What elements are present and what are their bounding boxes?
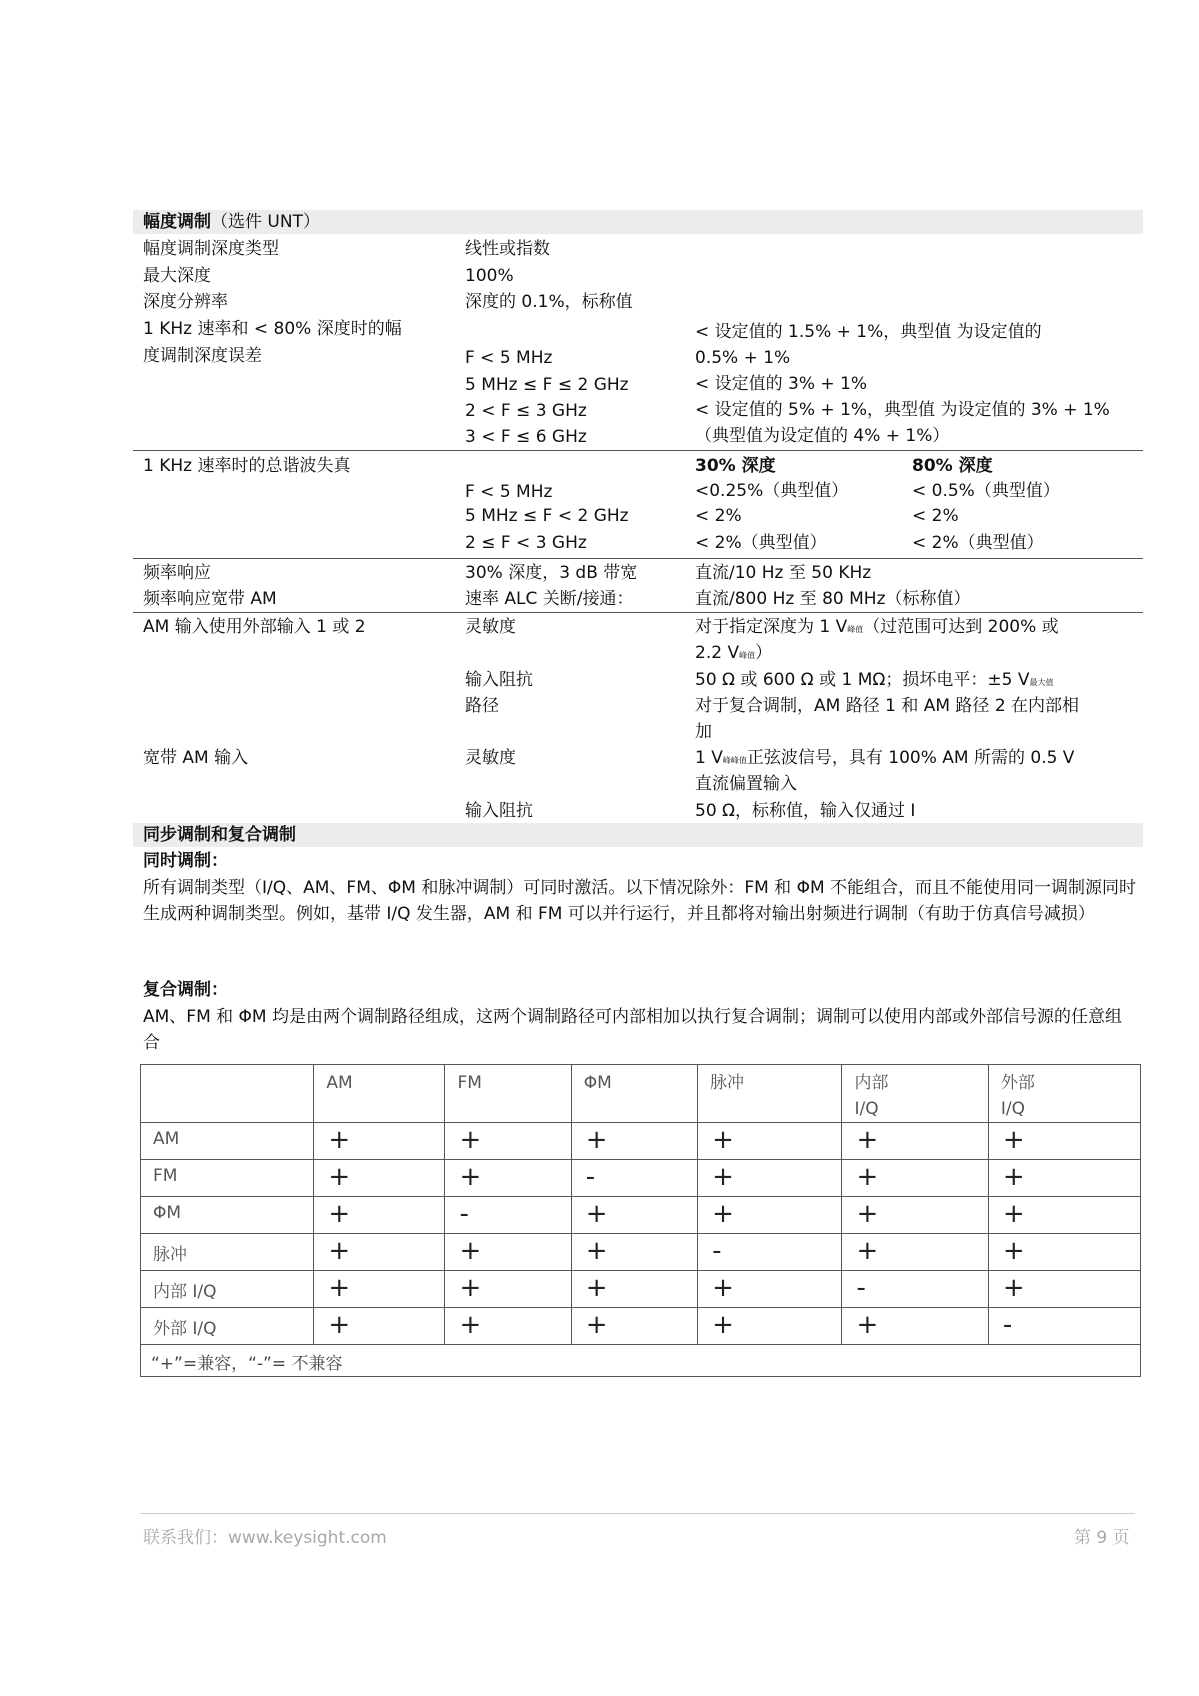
thd-value-30: <0.25%（典型值） bbox=[695, 481, 849, 501]
accuracy-cond-2: 5 MHz ≤ F ≤ 2 GHz bbox=[465, 375, 629, 395]
freq-resp-cond: 30% 深度，3 dB 带宽 bbox=[465, 563, 638, 583]
divider bbox=[133, 558, 1143, 559]
section-title-am: 幅度调制（选件 UNT） bbox=[143, 212, 320, 232]
simul-text: 所有调制类型（I/Q、AM、FM、ΦM 和脉冲调制）可同时激活。以下情况除外：FM 和 ΦM 不能组合，而且不能使用同一调制源同时生成两种调制类型。例如，基带 I/Q 发生器，AM 和 FM 可以并行运行，并且都将对输出射频进行调制（有助于仿真信号减损） bbox=[143, 878, 1137, 924]
compat-cell: - bbox=[988, 1308, 1140, 1345]
wb-sens-value-line2: 直流偏置输入 bbox=[695, 774, 797, 794]
composite-text: AM、FM 和 ΦM 均是由两个调制路径组成，这两个调制路径可内部相加以执行复合调制；调制可以使用内部或外部信号源的任意组合 bbox=[143, 1007, 1122, 1053]
compat-cell: + bbox=[571, 1234, 697, 1271]
ext-sens-label: 灵敏度 bbox=[465, 617, 516, 637]
compat-cell: + bbox=[571, 1123, 697, 1160]
ext-path-value-line1: 对于复合调制，AM 路径 1 和 AM 路径 2 在内部相 bbox=[695, 696, 1080, 716]
compat-cell: - bbox=[698, 1234, 842, 1271]
freq-resp-label: 频率响应 bbox=[143, 563, 211, 583]
ext-path-value-line2: 加 bbox=[695, 722, 712, 742]
thd-label: 1 KHz 速率时的总谐波失真 bbox=[143, 456, 351, 476]
row-header: AM bbox=[141, 1123, 314, 1160]
accuracy-label-line1: 1 KHz 速率和 < 80% 深度时的幅 bbox=[143, 319, 402, 339]
compat-cell: + bbox=[988, 1271, 1140, 1308]
depth-type-label: 幅度调制深度类型 bbox=[143, 239, 279, 259]
thd-value-80: < 2%（典型值） bbox=[912, 533, 1044, 553]
accuracy-value-1a: < 设定值的 1.5% + 1%，典型值 为设定值的 bbox=[695, 322, 1042, 342]
ext-imp-label: 输入阻抗 bbox=[465, 670, 533, 690]
compat-cell: + bbox=[988, 1123, 1140, 1160]
thd-value-30: < 2%（典型值） bbox=[695, 533, 827, 553]
ext-imp-value: 50 Ω 或 600 Ω 或 1 MΩ；损坏电平：±5 V最大值 bbox=[695, 670, 1054, 690]
row-header: FM bbox=[141, 1160, 314, 1197]
accuracy-label-line2: 度调制深度误差 bbox=[143, 346, 262, 366]
thd-col-80: 80% 深度 bbox=[912, 456, 993, 476]
compat-cell: + bbox=[698, 1271, 842, 1308]
ext-path-label: 路径 bbox=[465, 696, 499, 716]
compat-cell: + bbox=[445, 1308, 571, 1345]
thd-cond: F < 5 MHz bbox=[465, 482, 553, 502]
table-row bbox=[141, 1271, 1141, 1308]
table-legend-row bbox=[141, 1345, 1141, 1377]
compat-cell: + bbox=[445, 1271, 571, 1308]
compat-cell: - bbox=[842, 1271, 988, 1308]
compat-cell: - bbox=[445, 1197, 571, 1234]
table-header-row bbox=[141, 1065, 1141, 1123]
compat-cell: + bbox=[842, 1123, 988, 1160]
freq-resp-wb-label: 频率响应宽带 AM bbox=[143, 589, 277, 609]
row-header: ΦM bbox=[141, 1197, 314, 1234]
max-depth-label: 最大深度 bbox=[143, 266, 211, 286]
col-header-pulse: 脉冲 bbox=[698, 1065, 842, 1123]
compat-cell: + bbox=[445, 1160, 571, 1197]
freq-resp-value: 直流/10 Hz 至 50 KHz bbox=[695, 563, 872, 583]
compat-cell: + bbox=[314, 1160, 445, 1197]
compat-cell: + bbox=[842, 1160, 988, 1197]
row-header: 内部 I/Q bbox=[141, 1271, 314, 1308]
accuracy-cond-3: 2 < F ≤ 3 GHz bbox=[465, 401, 587, 421]
accuracy-value-2: < 设定值的 3% + 1% bbox=[695, 374, 868, 394]
compat-cell: + bbox=[842, 1197, 988, 1234]
compat-cell: - bbox=[571, 1160, 697, 1197]
ext-input-label: AM 输入使用外部输入 1 或 2 bbox=[143, 617, 366, 637]
compat-cell: + bbox=[698, 1160, 842, 1197]
table-row bbox=[141, 1123, 1141, 1160]
compat-cell: + bbox=[571, 1197, 697, 1234]
accuracy-cond-1: F < 5 MHz bbox=[465, 348, 553, 368]
compatibility-table bbox=[140, 1064, 1141, 1377]
simul-title: 同时调制： bbox=[143, 851, 228, 871]
wb-imp-label: 输入阻抗 bbox=[465, 801, 533, 821]
compat-cell: + bbox=[988, 1234, 1140, 1271]
compat-cell: + bbox=[842, 1234, 988, 1271]
thd-cond: 2 ≤ F < 3 GHz bbox=[465, 533, 587, 553]
row-header: 外部 I/Q bbox=[141, 1308, 314, 1345]
wb-sens-value-line1: 1 V峰峰值正弦波信号，具有 100% AM 所需的 0.5 V bbox=[695, 748, 1075, 768]
compat-cell: + bbox=[571, 1271, 697, 1308]
ext-sens-value-line2: 2.2 V峰值） bbox=[695, 643, 773, 663]
table-row bbox=[141, 1308, 1141, 1345]
footer-divider bbox=[140, 1513, 1135, 1514]
table-legend: “+”=兼容，“-”= 不兼容 bbox=[141, 1345, 1141, 1377]
freq-resp-wb-cond: 速率 ALC 关断/接通： bbox=[465, 589, 634, 609]
col-header-internal-iq: 内部 I/Q bbox=[842, 1065, 988, 1123]
compat-cell: + bbox=[842, 1308, 988, 1345]
accuracy-cond-4: 3 < F ≤ 6 GHz bbox=[465, 427, 587, 447]
composite-title: 复合调制： bbox=[143, 980, 228, 1000]
compat-cell: + bbox=[314, 1308, 445, 1345]
max-depth-value: 100% bbox=[465, 266, 514, 286]
table-corner bbox=[141, 1065, 314, 1123]
col-header-fm: FM bbox=[445, 1065, 571, 1123]
compat-cell: + bbox=[314, 1234, 445, 1271]
divider bbox=[133, 450, 1143, 451]
compat-cell: + bbox=[698, 1197, 842, 1234]
compat-cell: + bbox=[988, 1197, 1140, 1234]
thd-value-80: < 0.5%（典型值） bbox=[912, 481, 1060, 501]
compat-cell: + bbox=[445, 1123, 571, 1160]
accuracy-value-1b: 0.5% + 1% bbox=[695, 348, 791, 368]
wb-imp-value: 50 Ω，标称值，输入仅通过 I bbox=[695, 801, 916, 821]
footer-page-number: 第 9 页 bbox=[1074, 1528, 1130, 1548]
col-header-external-iq: 外部 I/Q bbox=[988, 1065, 1140, 1123]
footer-contact: 联系我们：www.keysight.com bbox=[143, 1528, 387, 1548]
compat-cell: + bbox=[314, 1197, 445, 1234]
compat-cell: + bbox=[314, 1271, 445, 1308]
accuracy-value-4: （典型值为设定值的 4% + 1%） bbox=[695, 426, 950, 446]
col-header-pm: ΦM bbox=[571, 1065, 697, 1123]
thd-value-80: < 2% bbox=[912, 506, 959, 526]
col-header-am: AM bbox=[314, 1065, 445, 1123]
divider bbox=[133, 612, 1143, 613]
compat-cell: + bbox=[988, 1160, 1140, 1197]
row-header: 脉冲 bbox=[141, 1234, 314, 1271]
depth-res-label: 深度分辨率 bbox=[143, 292, 228, 312]
table-row bbox=[141, 1197, 1141, 1234]
accuracy-value-3: < 设定值的 5% + 1%，典型值 为设定值的 3% + 1% bbox=[695, 400, 1110, 420]
compat-cell: + bbox=[698, 1123, 842, 1160]
ext-sens-value-line1: 对于指定深度为 1 V峰值（过范围可达到 200% 或 bbox=[695, 617, 1059, 637]
section-title-sync: 同步调制和复合调制 bbox=[143, 825, 296, 845]
wb-input-label: 宽带 AM 输入 bbox=[143, 748, 249, 768]
table-row bbox=[141, 1234, 1141, 1271]
thd-value-30: < 2% bbox=[695, 506, 742, 526]
compat-cell: + bbox=[698, 1308, 842, 1345]
depth-type-value: 线性或指数 bbox=[465, 239, 550, 259]
compat-cell: + bbox=[445, 1234, 571, 1271]
compat-cell: + bbox=[314, 1123, 445, 1160]
depth-res-value: 深度的 0.1%，标称值 bbox=[465, 292, 633, 312]
wb-sens-label: 灵敏度 bbox=[465, 748, 516, 768]
table-row bbox=[141, 1160, 1141, 1197]
thd-col-30: 30% 深度 bbox=[695, 456, 776, 476]
compat-cell: + bbox=[571, 1308, 697, 1345]
thd-cond: 5 MHz ≤ F < 2 GHz bbox=[465, 506, 629, 526]
freq-resp-wb-value: 直流/800 Hz 至 80 MHz（标称值） bbox=[695, 589, 971, 609]
